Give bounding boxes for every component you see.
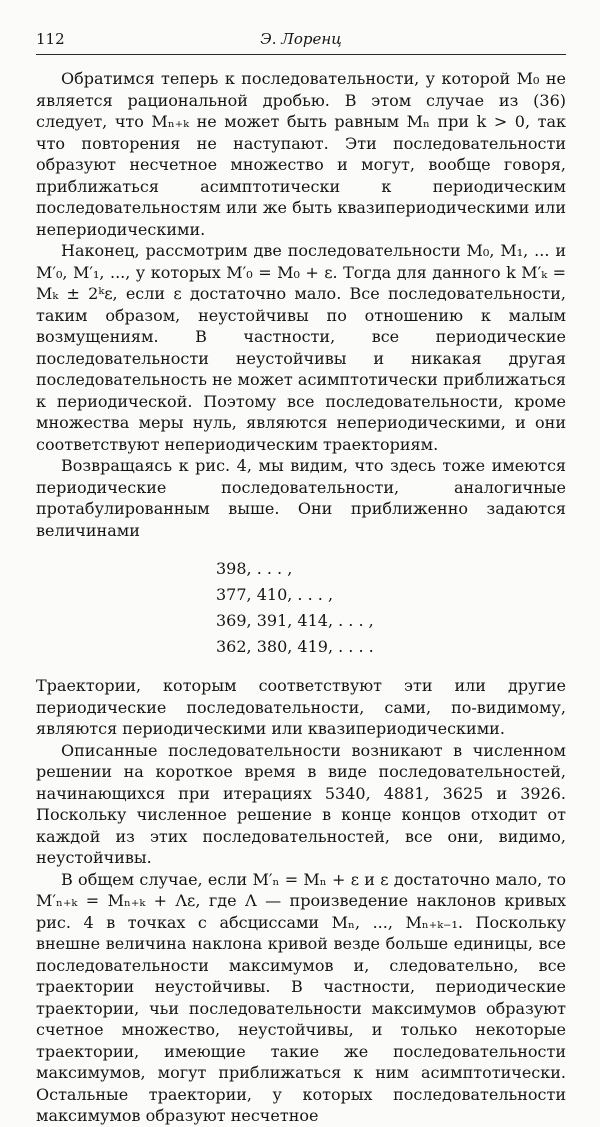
paragraph: Обратимся теперь к последовательности, у которой M₀ не является рациональной дробью. В этом случае из (36) следует, что Mₙ₊ₖ не может быть равным Mₙ при k > 0, так что повторения не наступают. Эти последовательности образуют несчетное множество и могут, вообще говоря, приближаться асимптотически к периодическим последовательностям или же быть квазипериодическими или непериодическими. — [36, 69, 566, 239]
sequence-line: 369, 391, 414, . . . , — [216, 611, 374, 630]
sequence-line: 398, . . . , — [216, 559, 293, 578]
paragraph: Наконец, рассмотрим две последовательности M₀, M₁, ... и M′₀, M′₁, ..., у которых M′₀ = M₀ + ε. Тогда для данного k M′ₖ = Mₖ ± 2ᵏε, если ε достаточно мало. Все последовательности, таким образом, неустойчивы по отношению к малым возмущениям. В частности, все периодические последовательности неустойчивы и никакая другая последовательность не может асимптотически приближаться к периодической. Поэтому все последовательности, кроме множества меры нуль, являются непериодическими, и они соответствуют непериодическим траекториям. — [36, 241, 566, 454]
sequence-block — [36, 556, 566, 660]
page-body — [36, 68, 566, 1127]
paragraph: Возвращаясь к рис. 4, мы видим, что здесь тоже имеются периодические последовательности, аналогичные протабулированным выше. Они приближенно задаются величинами — [36, 456, 566, 540]
paragraph: Траектории, которым соответствуют эти или другие периодические последовательности, сами, по-видимому, являются периодическими или квазипериодическими. — [36, 676, 566, 738]
sequence-line: 377, 410, . . . , — [216, 585, 334, 604]
running-head: Э. Лоренц — [260, 30, 342, 48]
page-header — [36, 28, 566, 55]
paragraph: В общем случае, если M′ₙ = Mₙ + ε и ε достаточно мало, то M′ₙ₊ₖ = Mₙ₊ₖ + Λε, где Λ — произведение наклонов кривых рис. 4 в точках с абсциссами Mₙ, ..., Mₙ₊ₖ₋₁. Поскольку внешне величина наклона кривой везде больше единицы, все последовательности максимумов и, следовательно, все траектории неустойчивы. В частности, периодические траектории, чьи последовательности максимумов образуют счетное множество, неустойчивы, и только некоторые траектории, имеющие такие же последовательности максимумов, могут приближаться к ним асимптотически. Остальные траектории, у которых последовательности максимумов образуют несчетное — [36, 869, 566, 1125]
paragraph: Описанные последовательности возникают в численном решении на короткое время в виде последовательностей, начинающихся при итерациях 5340, 4881, 3625 и 3926. Поскольку численное решение в конце концов отходит от каждой из этих последовательностей, все они, видимо, неустойчивы. — [36, 740, 566, 867]
sequence-line: 362, 380, 419, . . . . — [216, 637, 374, 656]
page-number: 112 — [36, 30, 65, 48]
